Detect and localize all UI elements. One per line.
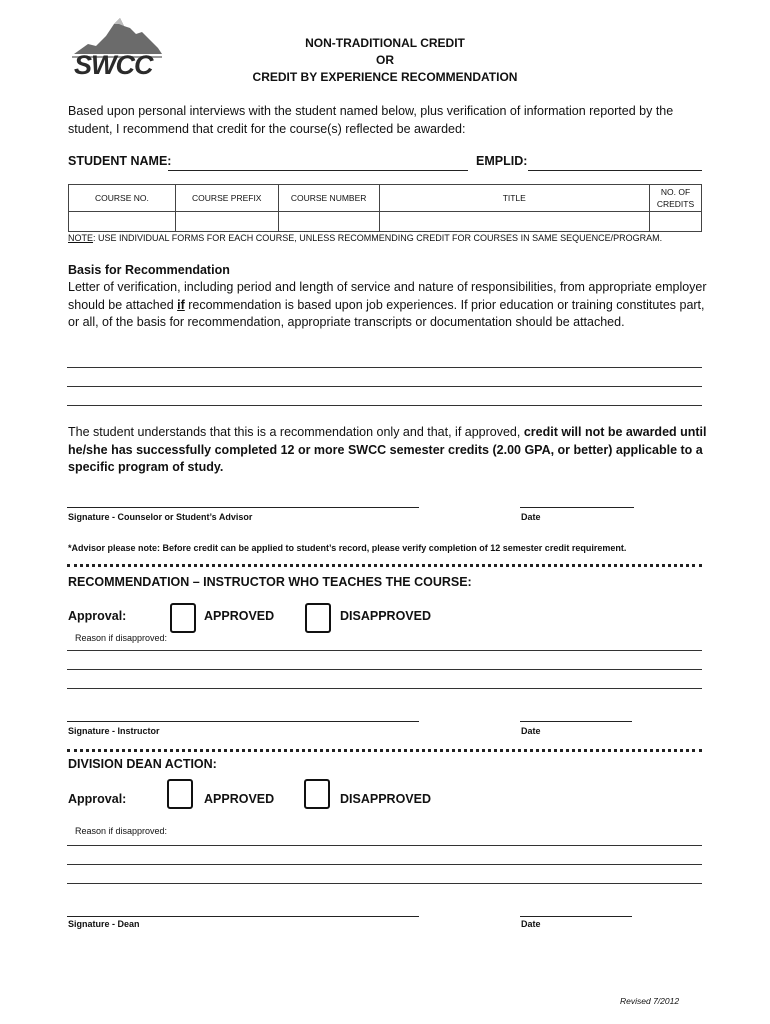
dean-disapproved-label: DISAPPROVED xyxy=(340,792,431,806)
counselor-signature-line[interactable] xyxy=(67,507,419,508)
revised-date: Revised 7/2012 xyxy=(620,996,680,1006)
column-header-course-number: COURSE NUMBER xyxy=(278,185,379,212)
basis-paragraph xyxy=(68,279,708,332)
swcc-logo xyxy=(66,14,166,84)
title-cell[interactable] xyxy=(379,212,649,232)
dean-disapproved-checkbox[interactable] xyxy=(304,779,330,809)
understanding-paragraph xyxy=(68,424,708,477)
instructor-reason-line-2[interactable] xyxy=(67,669,702,670)
course-note xyxy=(68,233,708,243)
basis-text-2: recommendation is based upon job experiences. If prior education or training constitutes part, or all, of the basis for recommendation, appropriate transcripts or documentation should be attached. xyxy=(68,297,705,329)
dean-approval-label: Approval: xyxy=(68,792,127,806)
dean-reason-line-1[interactable] xyxy=(67,845,702,846)
dean-approved-checkbox[interactable] xyxy=(167,779,193,809)
basis-line-3[interactable] xyxy=(67,405,702,406)
course-prefix-cell[interactable] xyxy=(175,212,278,232)
section-divider-1 xyxy=(67,564,702,567)
column-header-course-no: COURSE NO. xyxy=(69,185,176,212)
understanding-text: The student understands that this is a recommendation only and that, if approved, xyxy=(68,425,524,439)
form-title-line-2: OR xyxy=(376,53,394,67)
dean-date-label: Date xyxy=(521,919,541,929)
instructor-approval-label: Approval: xyxy=(68,609,127,623)
intro-paragraph: Based upon personal interviews with the student named below, plus verification of information reported by the student, I recommend that credit for the course(s) reflected be awarded: xyxy=(68,104,674,136)
instructor-approved-checkbox[interactable] xyxy=(170,603,196,633)
counselor-date-label: Date xyxy=(521,512,541,522)
course-number-cell[interactable] xyxy=(278,212,379,232)
form-title-line-1: NON-TRADITIONAL CREDIT xyxy=(305,36,465,50)
course-table xyxy=(68,184,702,232)
dean-approved-label: APPROVED xyxy=(204,792,275,806)
instructor-date-line[interactable] xyxy=(520,721,632,722)
instructor-disapproved-label: DISAPPROVED xyxy=(340,609,431,623)
instructor-reason-line-3[interactable] xyxy=(67,688,702,689)
column-header-title: TITLE xyxy=(379,185,649,212)
understanding-bold-text: credit will not be awarded until he/she has successfully completed 12 or more SWCC semester credits (2.00 GPA, or better) applicable to a specific program of study. xyxy=(68,425,707,474)
student-name-label: STUDENT NAME: xyxy=(68,154,172,168)
logo-text: SWCC xyxy=(74,50,153,80)
instructor-signature-label: Signature - Instructor xyxy=(68,726,160,736)
instructor-reason-label: Reason if disapproved: xyxy=(75,633,168,643)
form-title-line-3: CREDIT BY EXPERIENCE RECOMMENDATION xyxy=(252,70,518,84)
student-name-field[interactable] xyxy=(168,170,468,171)
dean-reason-line-3[interactable] xyxy=(67,883,702,884)
instructor-approved-label: APPROVED xyxy=(204,609,275,623)
section-divider-2 xyxy=(67,749,702,752)
instructor-heading: RECOMMENDATION – INSTRUCTOR WHO TEACHES THE COURSE: xyxy=(68,575,472,589)
emplid-field[interactable] xyxy=(528,170,702,171)
basis-line-2[interactable] xyxy=(67,386,702,387)
basis-heading: Basis for Recommendation xyxy=(68,263,230,277)
instructor-disapproved-checkbox[interactable] xyxy=(305,603,331,633)
dean-date-line[interactable] xyxy=(520,916,632,917)
basis-emphasis: if xyxy=(177,297,185,312)
instructor-date-label: Date xyxy=(521,726,541,736)
dean-reason-line-2[interactable] xyxy=(67,864,702,865)
dean-heading: DIVISION DEAN ACTION: xyxy=(68,757,217,771)
column-header-course-prefix: COURSE PREFIX xyxy=(175,185,278,212)
table-row xyxy=(69,212,702,232)
basis-text-1: Letter of verification, including period and length of service and nature of responsibilities, from appropriate employer should be attached xyxy=(68,280,707,312)
table-header-row xyxy=(69,185,702,212)
note-label: NOTE xyxy=(68,233,94,243)
dean-reason-label: Reason if disapproved: xyxy=(75,826,168,836)
emplid-label: EMPLID: xyxy=(476,154,528,168)
instructor-reason-line-1[interactable] xyxy=(67,650,702,651)
counselor-date-line[interactable] xyxy=(520,507,634,508)
instructor-signature-line[interactable] xyxy=(67,721,419,722)
dean-signature-label: Signature - Dean xyxy=(68,919,140,929)
note-text: : USE INDIVIDUAL FORMS FOR EACH COURSE, UNLESS RECOMMENDING CREDIT FOR COURSES IN SAME SEQUENCE/PROGRAM. xyxy=(93,233,663,243)
basis-line-1[interactable] xyxy=(67,367,702,368)
counselor-signature-label: Signature - Counselor or Student’s Advisor xyxy=(68,512,253,522)
advisor-note: *Advisor please note: Before credit can be applied to student’s record, please verify completion of 12 semester credit requirement. xyxy=(68,543,627,553)
credits-cell[interactable] xyxy=(650,212,702,232)
column-header-credits: NO. OF CREDITS xyxy=(650,185,702,212)
course-no-cell[interactable] xyxy=(69,212,176,232)
dean-signature-line[interactable] xyxy=(67,916,419,917)
